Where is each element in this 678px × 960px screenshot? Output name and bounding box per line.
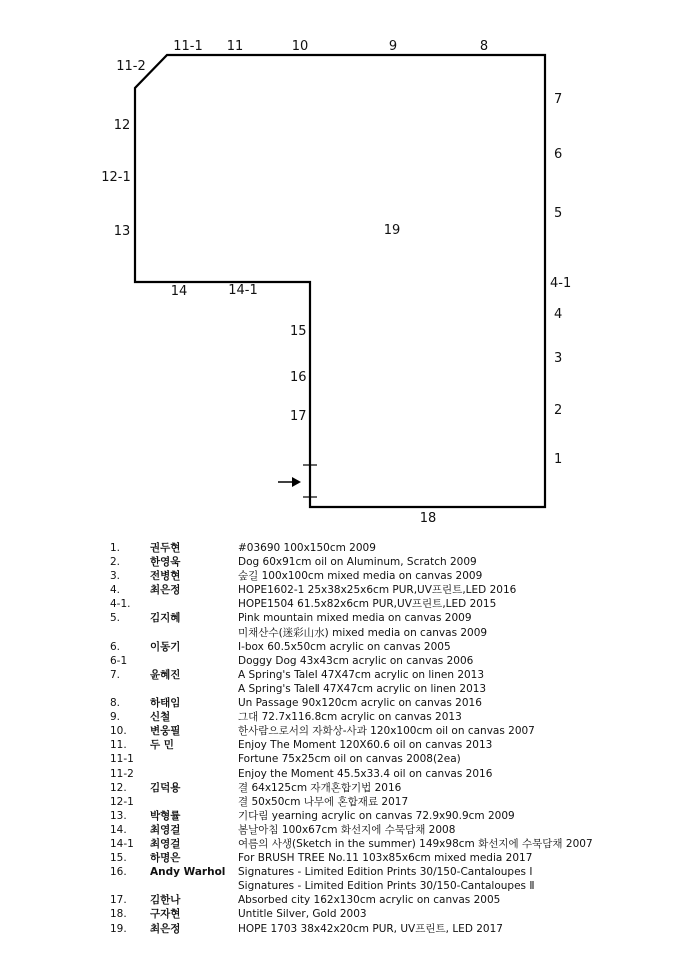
legend-artist: 박형률 — [150, 809, 181, 822]
legend-artist: 하태임 — [150, 697, 181, 710]
legend-number: 16. — [110, 866, 127, 879]
wall-label-11: 11 — [226, 39, 244, 54]
legend-number: 14. — [110, 823, 127, 836]
wall-label-18: 18 — [419, 511, 437, 526]
legend-number: 4-1. — [110, 598, 131, 611]
wall-label-15: 15 — [290, 324, 307, 339]
legend-work: 미채산수(迷彩山水) mixed media on canvas 2009 — [238, 626, 488, 639]
legend-artist: 이동기 — [150, 640, 181, 653]
wall-label-11-2: 11-2 — [116, 59, 146, 74]
legend-artist: Andy Warhol — [150, 866, 226, 879]
legend-number: 14-1 — [110, 837, 134, 850]
legend-work: A Spring's TaleⅡ 47X47cm acrylic on linen 2013 — [238, 682, 487, 695]
legend-number: 18. — [110, 908, 127, 921]
wall-label-17: 17 — [290, 409, 307, 424]
legend-work: Pink mountain mixed media on canvas 2009 — [238, 612, 472, 625]
legend-work: A Spring's TaleⅠ 47X47cm acrylic on linen 2013 — [238, 668, 485, 681]
wall-label-12: 12 — [113, 118, 131, 133]
legend-number: 11. — [110, 739, 127, 752]
legend-number: 1. — [110, 542, 121, 554]
legend-work: Signatures - Limited Edition Prints 30/150-Cantaloupes Ⅰ — [238, 866, 533, 879]
legend-artist: 김한나 — [150, 894, 181, 907]
legend-artist: 최영걸 — [150, 823, 181, 836]
legend-work: HOPE 1703 38x42x20cm PUR, UV프린트, LED 2017 — [238, 922, 503, 935]
legend-artist: 두 민 — [150, 739, 174, 752]
wall-label-4: 4 — [554, 307, 563, 322]
legend-artist: 구자현 — [150, 908, 181, 921]
legend-number: 19. — [110, 922, 127, 935]
legend-number: 2. — [110, 556, 121, 569]
legend-number: 11-1 — [110, 753, 134, 766]
legend-number: 9. — [110, 711, 121, 724]
legend-number: 17. — [110, 894, 127, 907]
wall-label-4-1: 4-1 — [550, 276, 572, 291]
legend-number: 15. — [110, 852, 127, 865]
legend-work: Un Passage 90x120cm acrylic on canvas 2016 — [238, 697, 482, 710]
legend-number: 12-1 — [110, 795, 134, 808]
legend-number: 6. — [110, 640, 121, 653]
legend-work: 결 64x125cm 자개혼합기법 2016 — [238, 781, 402, 794]
legend-work: Doggy Dog 43x43cm acrylic on canvas 2006 — [238, 654, 474, 667]
legend-number: 4. — [110, 584, 121, 597]
wall-label-14: 14 — [170, 284, 188, 299]
legend-work: 여름의 사생(Sketch in the summer) 149x98cm 화선지에 수묵담채 2007 — [238, 837, 593, 850]
wall-label-19: 19 — [383, 223, 401, 238]
legend-work: For BRUSH TREE No.11 103x85x6cm mixed media 2017 — [238, 852, 533, 865]
legend-number: 8. — [110, 697, 121, 710]
legend-work: Enjoy The Moment 120X60.6 oil on canvas 2013 — [238, 739, 493, 752]
legend-artist: 최영걸 — [150, 837, 181, 850]
legend-work: 봄날아침 100x67cm 화선지에 수묵담채 2008 — [238, 823, 456, 836]
wall-label-5: 5 — [554, 206, 563, 221]
legend-work: Dog 60x91cm oil on Aluminum, Scratch 2009 — [238, 556, 477, 569]
wall-label-7: 7 — [554, 92, 563, 107]
legend-artist: 전병현 — [150, 570, 181, 583]
legend-artist: 권두현 — [150, 542, 181, 554]
wall-label-3: 3 — [554, 351, 563, 366]
wall-label-9: 9 — [388, 39, 398, 54]
legend-artist: 최은정 — [150, 922, 181, 935]
legend-work: HOPE1504 61.5x82x6cm PUR,UV프린트,LED 2015 — [238, 598, 497, 611]
legend-number: 7. — [110, 668, 121, 681]
legend-work: 숲길 100x100cm mixed media on canvas 2009 — [238, 570, 483, 583]
wall-label-16: 16 — [290, 370, 307, 385]
legend-artist: 김덕용 — [150, 781, 181, 794]
legend-work: Enjoy the Moment 45.5x33.4 oil on canvas 2016 — [238, 767, 493, 780]
wall-label-12-1: 12-1 — [101, 170, 131, 185]
gallery-wall-outline — [135, 55, 545, 507]
legend-artist: 윤혜진 — [150, 668, 181, 681]
legend-work: 결 50x50cm 나무에 혼합재료 2017 — [238, 795, 409, 808]
wall-label-14-1: 14-1 — [228, 283, 258, 298]
legend-number: 5. — [110, 612, 121, 625]
legend-work: 기다림 yearning acrylic on canvas 72.9x90.9cm 2009 — [238, 809, 515, 822]
legend-artist: 하명은 — [150, 852, 181, 865]
legend-number: 11-2 — [110, 767, 134, 780]
wall-label-6: 6 — [554, 147, 563, 162]
wall-label-2: 2 — [554, 403, 563, 418]
legend-artist: 한영욱 — [150, 556, 181, 569]
legend-artist: 변웅필 — [150, 725, 181, 738]
wall-label-1: 1 — [554, 452, 563, 467]
legend-work: 그대 72.7x116.8cm acrylic on canvas 2013 — [238, 711, 462, 724]
legend-artist: 김지혜 — [150, 612, 181, 625]
legend-work: I-box 60.5x50cm acrylic on canvas 2005 — [238, 640, 451, 653]
legend-number: 13. — [110, 809, 127, 822]
arrow-right-icon — [278, 477, 301, 487]
legend-artist: 최은정 — [150, 584, 181, 597]
legend-work: Fortune 75x25cm oil on canvas 2008(2ea) — [238, 753, 461, 766]
legend-work: HOPE1602-1 25x38x25x6cm PUR,UV프린트,LED 2016 — [238, 584, 517, 597]
legend-work: Untitle Silver, Gold 2003 — [238, 908, 367, 921]
wall-label-8: 8 — [479, 39, 489, 54]
legend-number: 6-1 — [110, 654, 128, 667]
legend-work: #03690 100x150cm 2009 — [238, 542, 376, 554]
legend-number: 12. — [110, 781, 127, 794]
wall-label-10: 10 — [291, 39, 309, 54]
legend-work: Signatures - Limited Edition Prints 30/150-Cantaloupes Ⅱ — [238, 880, 535, 893]
legend-work: Absorbed city 162x130cm acrylic on canvas 2005 — [238, 894, 501, 907]
wall-label-13: 13 — [113, 224, 131, 239]
legend-number: 3. — [110, 570, 121, 583]
wall-label-11-1: 11-1 — [173, 39, 203, 54]
legend-number: 10. — [110, 725, 127, 738]
legend-artist: 신철 — [150, 711, 171, 724]
legend-work: 한사람으로서의 자화상-사과 120x100cm oil on canvas 2007 — [238, 725, 535, 738]
